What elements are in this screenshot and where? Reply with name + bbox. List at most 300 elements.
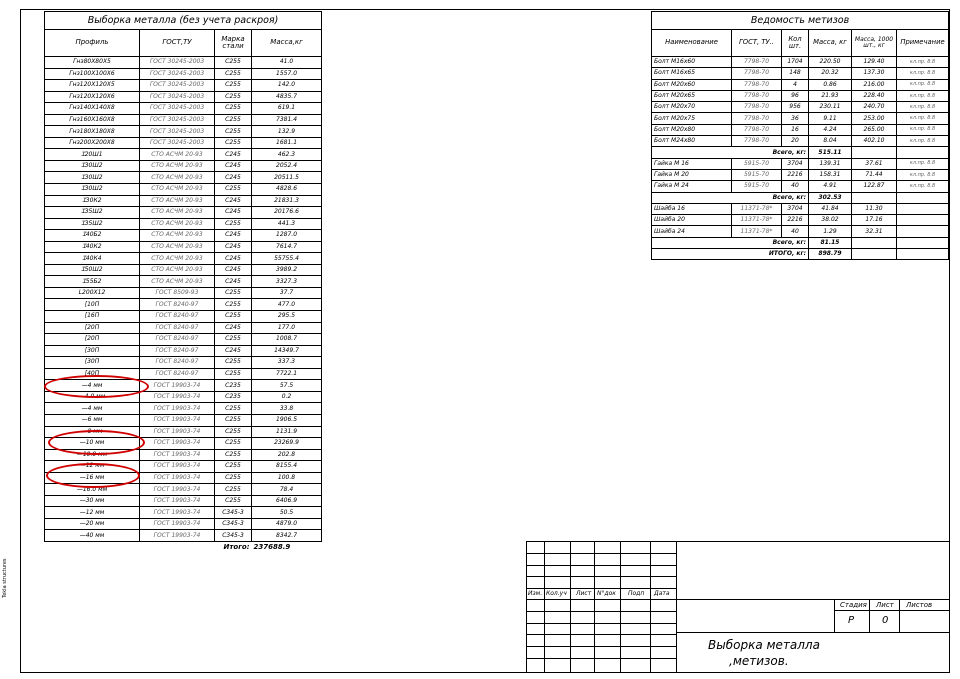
gost-cell: ГОСТ 19903-74 [140, 507, 215, 519]
name-cell: Гайка М 24 [652, 181, 732, 192]
profile-cell: [10П [45, 299, 140, 311]
gost-cell: 7798-70 [732, 124, 782, 135]
table-row [45, 357, 322, 369]
mass-1000-cell: 228.40 [852, 90, 897, 101]
gost-cell: СТО АСЧМ 20-93 [140, 264, 215, 276]
table-row [45, 114, 322, 126]
steel-cell: С255 [215, 218, 252, 230]
highlight-ellipse-4mm [44, 375, 149, 398]
mass-cell: 0.86 [809, 79, 852, 90]
mass-cell: 6406.9 [252, 495, 322, 507]
profile-cell: —4.0 мм [45, 391, 140, 403]
mass-1000-cell: 122.87 [852, 181, 897, 192]
side-text: Tekla structures [2, 558, 8, 598]
profile-cell: Ɪ35Ш2 [45, 207, 140, 219]
steel-cell: С345-3 [215, 518, 252, 530]
name-cell: Болт М16х60 [652, 57, 732, 68]
table-row [45, 218, 322, 230]
gost-cell: СТО АСЧМ 20-93 [140, 172, 215, 184]
table-row [652, 113, 949, 124]
table-row [652, 79, 949, 90]
table-row [652, 158, 949, 169]
metal-total-label: Итого: [223, 543, 250, 552]
profile-cell: Ɪ35Ш2 [45, 218, 140, 230]
steel-cell: С255 [215, 91, 252, 103]
table-row [45, 299, 322, 311]
mass-cell: 158.31 [809, 169, 852, 180]
steel-cell: С255 [215, 103, 252, 115]
profile-cell: Ɪ30Ш2 [45, 160, 140, 172]
steel-cell: С255 [215, 287, 252, 299]
mass-1000-cell: 216.00 [852, 79, 897, 90]
mass-cell: 441.3 [252, 218, 322, 230]
gost-cell: СТО АСЧМ 20-93 [140, 218, 215, 230]
gost-cell: 11371-78* [732, 203, 782, 214]
mass-cell: 21.93 [809, 90, 852, 101]
note-cell: кл.пр. 8.8 [897, 57, 949, 68]
mass-cell: 37.7 [252, 287, 322, 299]
gost-cell: ГОСТ 19903-74 [140, 461, 215, 473]
gost-cell: ГОСТ 19903-74 [140, 449, 215, 461]
gost-cell: ГОСТ 30245-2003 [140, 126, 215, 138]
steel-cell: С255 [215, 114, 252, 126]
note-cell: кл.пр. 8.8 [897, 113, 949, 124]
gost-cell: 7798-70 [732, 57, 782, 68]
mass-1000-cell: 17.16 [852, 215, 897, 226]
highlight-ellipse-16mm [46, 463, 140, 488]
steel-cell: С255 [215, 495, 252, 507]
gost-cell: ГОСТ 30245-2003 [140, 91, 215, 103]
mass-cell: 41.0 [252, 57, 322, 69]
tb-stage-label: Стадия [840, 601, 867, 609]
table-row [45, 149, 322, 161]
table-row [652, 226, 949, 237]
gost-cell: ГОСТ 19903-74 [140, 484, 215, 496]
profile-cell: Ɪ20Ш1 [45, 149, 140, 161]
profile-cell: Гнз200Х200Х8 [45, 137, 140, 149]
gost-cell: ГОСТ 30245-2003 [140, 114, 215, 126]
mass-1000-cell: 265.00 [852, 124, 897, 135]
mass-cell: 55755.4 [252, 253, 322, 265]
metal-header-profile: Профиль [45, 30, 140, 57]
gost-cell: ГОСТ 8240-97 [140, 357, 215, 369]
tb-sheets-label: Листов [906, 601, 933, 609]
steel-cell: С255 [215, 368, 252, 380]
profile-cell: Гнз140Х140Х8 [45, 103, 140, 115]
steel-cell: С255 [215, 80, 252, 92]
gost-cell: СТО АСЧМ 20-93 [140, 184, 215, 196]
subtotal-value: 81.15 [809, 237, 852, 248]
steel-cell: С255 [215, 137, 252, 149]
steel-cell: С255 [215, 57, 252, 69]
steel-cell: С345-3 [215, 507, 252, 519]
mass-cell: 619.1 [252, 103, 322, 115]
table-row [45, 264, 322, 276]
mass-cell: 4879.0 [252, 518, 322, 530]
table-row [45, 207, 322, 219]
mass-1000-cell: 253.00 [852, 113, 897, 124]
mass-cell: 0.2 [252, 391, 322, 403]
steel-cell: С255 [215, 334, 252, 346]
mass-1000-cell: 37.61 [852, 158, 897, 169]
gost-cell: ГОСТ 19903-74 [140, 414, 215, 426]
profile-cell: Ɪ30Ш2 [45, 184, 140, 196]
table-row [45, 345, 322, 357]
steel-cell: С245 [215, 322, 252, 334]
profile-cell: [30П [45, 345, 140, 357]
steel-cell: С245 [215, 230, 252, 242]
profile-cell: —4 мм [45, 403, 140, 415]
table-row [45, 403, 322, 415]
tb-sheet-label: Лист [876, 601, 894, 609]
table-row [652, 102, 949, 113]
drawing-title-line1: Выборка металла [708, 638, 820, 652]
subtotal-row [652, 192, 949, 203]
mass-cell: 8342.7 [252, 530, 322, 542]
name-cell: Болт М20х70 [652, 102, 732, 113]
mass-1000-cell: 11.30 [852, 203, 897, 214]
mass-cell: 21831.3 [252, 195, 322, 207]
metal-total-row [45, 541, 322, 554]
steel-cell: С245 [215, 207, 252, 219]
name-cell: Болт М20х80 [652, 124, 732, 135]
note-cell: кл.пр. 8.8 [897, 169, 949, 180]
gost-cell: 11371-78* [732, 215, 782, 226]
profile-cell: Гнз120Х120Х5 [45, 80, 140, 92]
note-cell: кл.пр. 8.8 [897, 136, 949, 147]
qty-cell: 1704 [782, 57, 809, 68]
steel-cell: С345-3 [215, 530, 252, 542]
table-row [652, 215, 949, 226]
gost-cell: ГОСТ 19903-74 [140, 530, 215, 542]
mass-cell: 57.5 [252, 380, 322, 392]
steel-cell: С255 [215, 461, 252, 473]
gost-cell: ГОСТ 8509-93 [140, 287, 215, 299]
profile-cell: —30 мм [45, 495, 140, 507]
mass-cell: 477.0 [252, 299, 322, 311]
mass-1000-cell: 240.70 [852, 102, 897, 113]
steel-cell: С245 [215, 264, 252, 276]
gost-cell: ГОСТ 8240-97 [140, 311, 215, 323]
table-row [45, 322, 322, 334]
gost-cell: 5915-70 [732, 181, 782, 192]
tb-col-list: Лист [576, 590, 592, 597]
table-row [45, 311, 322, 323]
profile-cell: [40П [45, 368, 140, 380]
gost-cell: СТО АСЧМ 20-93 [140, 276, 215, 288]
qty-cell: 20 [782, 136, 809, 147]
subtotal-label: Всего, кг: [652, 192, 809, 203]
table-row [45, 68, 322, 80]
title-block [526, 541, 950, 673]
highlight-ellipse-10mm [48, 430, 145, 455]
gost-cell: ГОСТ 30245-2003 [140, 68, 215, 80]
metal-table-title: Выборка металла (без учета раскроя) [45, 12, 322, 30]
mass-cell: 220.50 [809, 57, 852, 68]
gost-cell: ГОСТ 19903-74 [140, 380, 215, 392]
profile-cell: —4 мм [45, 380, 140, 392]
mass-cell: 1.29 [809, 226, 852, 237]
tb-col-podp: Подп [628, 590, 645, 597]
note-cell: кл.пр. 8.8 [897, 102, 949, 113]
fasteners-header-mass: Масса, кг [809, 30, 852, 57]
profile-cell: —20 мм [45, 518, 140, 530]
mass-cell: 14349.7 [252, 345, 322, 357]
mass-cell: 142.0 [252, 80, 322, 92]
gost-cell: ГОСТ 19903-74 [140, 472, 215, 484]
table-row [45, 103, 322, 115]
mass-cell: 4.24 [809, 124, 852, 135]
name-cell: Гайка М 20 [652, 169, 732, 180]
grand-total-label: ИТОГО, кг: [652, 249, 809, 260]
table-row [45, 495, 322, 507]
table-row [652, 57, 949, 68]
subtotal-label: Всего, кг: [652, 237, 809, 248]
gost-cell: ГОСТ 19903-74 [140, 391, 215, 403]
profile-cell: L200Х12 [45, 287, 140, 299]
steel-cell: С245 [215, 172, 252, 184]
mass-cell: 33.8 [252, 403, 322, 415]
note-cell: кл.пр. 8.8 [897, 181, 949, 192]
name-cell: Шайба 16 [652, 203, 732, 214]
note-cell [897, 215, 949, 226]
table-row [45, 334, 322, 346]
table-row [45, 530, 322, 542]
gost-cell: ГОСТ 8240-97 [140, 334, 215, 346]
table-row [45, 276, 322, 288]
name-cell: Болт М20х65 [652, 90, 732, 101]
table-row [45, 241, 322, 253]
note-cell: кл.пр. 8.8 [897, 68, 949, 79]
tb-col-koluch: Кол.уч [546, 590, 567, 597]
steel-cell: С255 [215, 126, 252, 138]
metal-header-mass: Масса,кг [252, 30, 322, 57]
steel-cell: С245 [215, 195, 252, 207]
note-cell: кл.пр. 8.8 [897, 79, 949, 90]
table-row [45, 91, 322, 103]
mass-cell: 7381.4 [252, 114, 322, 126]
table-row [652, 181, 949, 192]
qty-cell: 40 [782, 226, 809, 237]
gost-cell: 7798-70 [732, 79, 782, 90]
profile-cell: Гнз120Х120Х6 [45, 91, 140, 103]
subtotal-row [652, 237, 949, 248]
subtotal-label: Всего, кг: [652, 147, 809, 158]
tb-col-data: Дата [654, 590, 670, 597]
metal-header-gost: ГОСТ,ТУ [140, 30, 215, 57]
gost-cell: ГОСТ 30245-2003 [140, 103, 215, 115]
mass-1000-cell: 129.40 [852, 57, 897, 68]
steel-cell: С255 [215, 484, 252, 496]
profile-cell: —16.0 мм [45, 484, 140, 496]
steel-cell: С255 [215, 311, 252, 323]
gost-cell: СТО АСЧМ 20-93 [140, 149, 215, 161]
subtotal-value: 515.11 [809, 147, 852, 158]
mass-cell: 132.9 [252, 126, 322, 138]
mass-cell: 202.8 [252, 449, 322, 461]
drawing-title-line2: ,метизов. [729, 654, 789, 668]
gost-cell: ГОСТ 19903-74 [140, 495, 215, 507]
mass-cell: 50.5 [252, 507, 322, 519]
table-row [45, 518, 322, 530]
fasteners-table-title: Ведомость метизов [652, 12, 949, 30]
profile-cell: —12 мм [45, 507, 140, 519]
tb-col-ndok: N°док [597, 590, 616, 597]
gost-cell: СТО АСЧМ 20-93 [140, 207, 215, 219]
name-cell: Болт М16х65 [652, 68, 732, 79]
profile-cell: [30П [45, 357, 140, 369]
mass-cell: 20.32 [809, 68, 852, 79]
fasteners-header-qty: Кол шт. [782, 30, 809, 57]
fasteners-table [651, 11, 949, 260]
steel-cell: С255 [215, 449, 252, 461]
gost-cell: ГОСТ 19903-74 [140, 518, 215, 530]
name-cell: Болт М20х75 [652, 113, 732, 124]
table-row [45, 195, 322, 207]
qty-cell: 3704 [782, 203, 809, 214]
mass-cell: 1557.0 [252, 68, 322, 80]
steel-cell: С245 [215, 149, 252, 161]
qty-cell: 96 [782, 90, 809, 101]
gost-cell: ГОСТ 30245-2003 [140, 80, 215, 92]
profile-cell: [16П [45, 311, 140, 323]
gost-cell: ГОСТ 8240-97 [140, 322, 215, 334]
mass-cell: 1906.5 [252, 414, 322, 426]
fasteners-header-note: Примечание [897, 30, 949, 57]
metal-header-steel: Марка стали [215, 30, 252, 57]
steel-cell: С245 [215, 241, 252, 253]
table-row [45, 172, 322, 184]
mass-cell: 4.91 [809, 181, 852, 192]
table-row [652, 124, 949, 135]
mass-cell: 78.4 [252, 484, 322, 496]
mass-cell: 2052.4 [252, 160, 322, 172]
steel-cell: С245 [215, 345, 252, 357]
profile-cell: [20П [45, 322, 140, 334]
profile-cell: Гнз160Х160Х8 [45, 114, 140, 126]
table-row [45, 80, 322, 92]
name-cell: Шайба 20 [652, 215, 732, 226]
profile-cell: Ɪ30К2 [45, 195, 140, 207]
mass-cell: 230.11 [809, 102, 852, 113]
steel-cell: С255 [215, 184, 252, 196]
table-row [45, 507, 322, 519]
profile-cell: Гнз100Х100Х6 [45, 68, 140, 80]
mass-cell: 1008.7 [252, 334, 322, 346]
profile-cell: —6 мм [45, 414, 140, 426]
mass-cell: 4828.6 [252, 184, 322, 196]
table-row [652, 90, 949, 101]
steel-cell: С245 [215, 160, 252, 172]
gost-cell: 11371-78* [732, 226, 782, 237]
fasteners-header-mass-1000: Масса, 1000 шт., кг [852, 30, 897, 57]
table-row [652, 203, 949, 214]
gost-cell: ГОСТ 8240-97 [140, 368, 215, 380]
steel-cell: С235 [215, 391, 252, 403]
note-cell: кл.пр. 8.8 [897, 90, 949, 101]
profile-cell: Ɪ40К2 [45, 241, 140, 253]
qty-cell: 36 [782, 113, 809, 124]
table-row [45, 287, 322, 299]
note-cell [897, 203, 949, 214]
fasteners-header-name: Наименование [652, 30, 732, 57]
steel-cell: С255 [215, 472, 252, 484]
profile-cell: —40 мм [45, 530, 140, 542]
tb-sheet-value: 0 [882, 615, 889, 626]
profile-cell: —10 мм [45, 438, 140, 450]
profile-cell: Гнз180Х180Х8 [45, 126, 140, 138]
subtotal-value: 302.53 [809, 192, 852, 203]
table-row [652, 136, 949, 147]
mass-cell: 3989.2 [252, 264, 322, 276]
tb-stage-value: Р [848, 615, 855, 626]
profile-cell: [20П [45, 334, 140, 346]
table-row [45, 126, 322, 138]
profile-cell: —16 мм [45, 472, 140, 484]
gost-cell: 7798-70 [732, 113, 782, 124]
table-row [652, 68, 949, 79]
gost-cell: 7798-70 [732, 68, 782, 79]
steel-cell: С255 [215, 426, 252, 438]
mass-cell: 462.3 [252, 149, 322, 161]
qty-cell: 40 [782, 181, 809, 192]
note-cell: кл.пр. 8.8 [897, 158, 949, 169]
table-row [45, 230, 322, 242]
gost-cell: 5915-70 [732, 158, 782, 169]
qty-cell: 2216 [782, 169, 809, 180]
mass-cell: 3327.3 [252, 276, 322, 288]
mass-cell: 1131.9 [252, 426, 322, 438]
gost-cell: 7798-70 [732, 136, 782, 147]
note-cell [897, 226, 949, 237]
fasteners-header-gost: ГОСТ, ТУ.. [732, 30, 782, 57]
note-cell: кл.пр. 8.8 [897, 124, 949, 135]
mass-cell: 1681.1 [252, 137, 322, 149]
grand-total-row [652, 249, 949, 260]
table-row [45, 57, 322, 69]
qty-cell: 956 [782, 102, 809, 113]
mass-cell: 139.31 [809, 158, 852, 169]
steel-cell: С235 [215, 380, 252, 392]
profile-cell: Ɪ40Б2 [45, 230, 140, 242]
name-cell: Гайка М 16 [652, 158, 732, 169]
profile-cell: Гнз80Х80Х5 [45, 57, 140, 69]
name-cell: Болт М20х60 [652, 79, 732, 90]
profile-cell: —8 мм [45, 426, 140, 438]
mass-cell: 295.5 [252, 311, 322, 323]
gost-cell: 7798-70 [732, 90, 782, 101]
gost-cell: ГОСТ 8240-97 [140, 299, 215, 311]
mass-1000-cell: 32.31 [852, 226, 897, 237]
gost-cell: СТО АСЧМ 20-93 [140, 195, 215, 207]
profile-cell: —12 мм [45, 461, 140, 473]
mass-cell: 20511.5 [252, 172, 322, 184]
table-row [45, 160, 322, 172]
mass-cell: 8155.4 [252, 461, 322, 473]
qty-cell: 16 [782, 124, 809, 135]
gost-cell: 7798-70 [732, 102, 782, 113]
mass-cell: 41.84 [809, 203, 852, 214]
gost-cell: ГОСТ 30245-2003 [140, 57, 215, 69]
tb-col-izm: Изм. [528, 590, 543, 597]
gost-cell: ГОСТ 8240-97 [140, 345, 215, 357]
steel-cell: С255 [215, 403, 252, 415]
steel-cell: С255 [215, 414, 252, 426]
steel-cell: С255 [215, 357, 252, 369]
gost-cell: ГОСТ 19903-74 [140, 438, 215, 450]
profile-cell: Ɪ55Б2 [45, 276, 140, 288]
grand-total-value: 898.79 [809, 249, 852, 260]
